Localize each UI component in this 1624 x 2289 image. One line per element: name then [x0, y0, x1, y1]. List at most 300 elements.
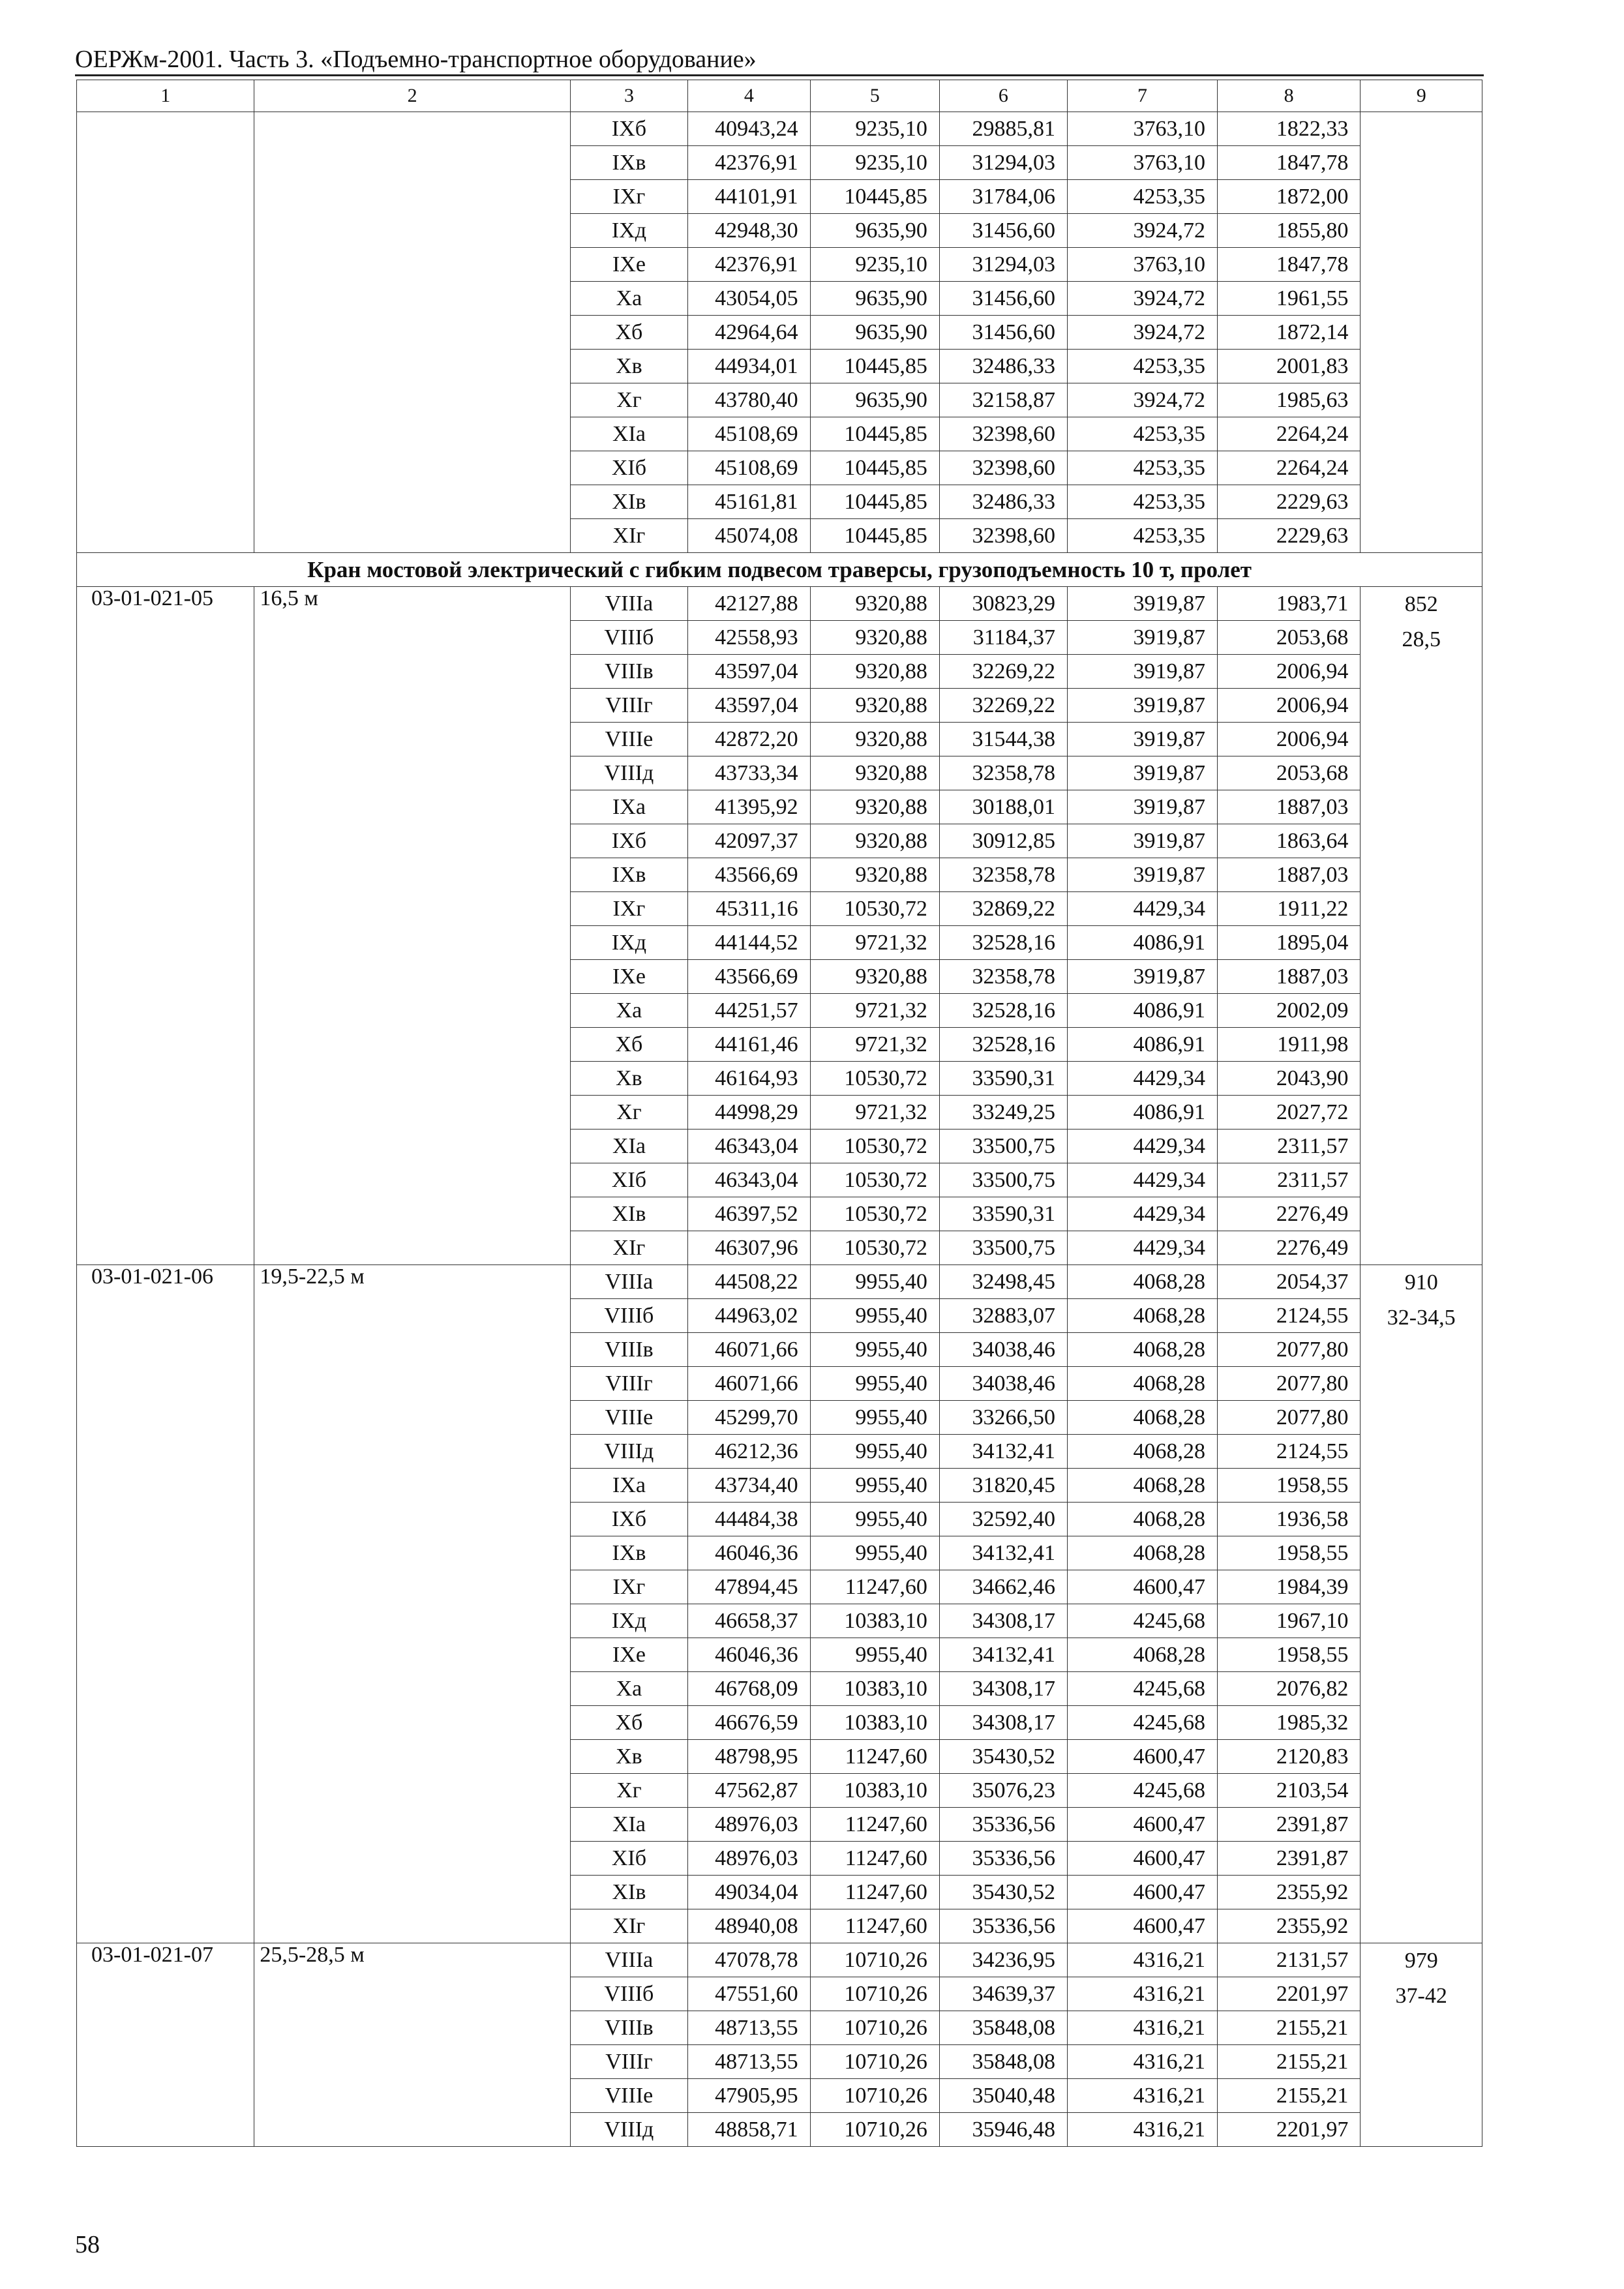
- span-cell: 19,5-22,5 м: [254, 1265, 570, 1943]
- value-cell-c7: 4316,21: [1067, 2011, 1217, 2045]
- value-cell-c7: 4253,35: [1067, 417, 1217, 451]
- value-cell-c5: 11247,60: [810, 1740, 939, 1774]
- value-cell-c8: 2077,80: [1217, 1401, 1360, 1435]
- value-cell-c5: 9320,88: [810, 960, 939, 994]
- value-cell-c8: 1985,32: [1217, 1706, 1360, 1740]
- value-cell-c7: 4600,47: [1067, 1876, 1217, 1909]
- grade-cell: Xа: [570, 282, 687, 316]
- value-cell-c5: 10710,26: [810, 2045, 939, 2079]
- value-cell-c7: 4245,68: [1067, 1672, 1217, 1706]
- grade-cell: Xб: [570, 316, 687, 350]
- value-cell-c4: 46071,66: [688, 1367, 811, 1401]
- value-cell-c8: 1887,03: [1217, 790, 1360, 824]
- value-cell-c6: 35848,08: [939, 2011, 1067, 2045]
- value-cell-c6: 34038,46: [939, 1333, 1067, 1367]
- value-cell-c7: 4068,28: [1067, 1469, 1217, 1503]
- value-cell-c6: 34662,46: [939, 1570, 1067, 1604]
- value-cell-c7: 3924,72: [1067, 214, 1217, 248]
- grade-cell: IXв: [570, 146, 687, 180]
- value-cell-c5: 9955,40: [810, 1333, 939, 1367]
- value-cell-c4: 46046,36: [688, 1536, 811, 1570]
- column-number: 7: [1067, 80, 1217, 112]
- value-cell-c7: 3919,87: [1067, 621, 1217, 655]
- value-cell-c6: 34308,17: [939, 1706, 1067, 1740]
- value-cell-c7: 4429,34: [1067, 892, 1217, 926]
- value-cell-c7: 4068,28: [1067, 1435, 1217, 1469]
- value-cell-c5: 11247,60: [810, 1909, 939, 1943]
- value-cell-c4: 48858,71: [688, 2113, 811, 2147]
- grade-cell: VIIIд: [570, 756, 687, 790]
- value-cell-c8: 1822,33: [1217, 112, 1360, 146]
- value-cell-c8: 2053,68: [1217, 621, 1360, 655]
- value-cell-c7: 4316,21: [1067, 1943, 1217, 1977]
- value-cell-c6: 31820,45: [939, 1469, 1067, 1503]
- value-cell-c4: 43597,04: [688, 655, 811, 689]
- grade-cell: VIIIв: [570, 2011, 687, 2045]
- value-cell-c8: 2076,82: [1217, 1672, 1360, 1706]
- grade-cell: IXд: [570, 926, 687, 960]
- value-cell-c7: 3919,87: [1067, 824, 1217, 858]
- value-cell-c7: 3919,87: [1067, 756, 1217, 790]
- value-cell-c6: 30188,01: [939, 790, 1067, 824]
- column-number: 6: [939, 80, 1067, 112]
- value-cell-c7: 4429,34: [1067, 1062, 1217, 1096]
- value-cell-c8: 2391,87: [1217, 1842, 1360, 1876]
- value-cell-c8: 2355,92: [1217, 1909, 1360, 1943]
- value-cell-c8: 1911,98: [1217, 1028, 1360, 1062]
- value-cell-c4: 43733,34: [688, 756, 811, 790]
- value-cell-c8: 2077,80: [1217, 1333, 1360, 1367]
- value-cell-c8: 2054,37: [1217, 1265, 1360, 1299]
- value-cell-c7: 4253,35: [1067, 451, 1217, 485]
- value-cell-c4: 43054,05: [688, 282, 811, 316]
- value-cell-c4: 46343,04: [688, 1163, 811, 1197]
- value-cell-c6: 31784,06: [939, 180, 1067, 214]
- value-cell-c5: 10530,72: [810, 1231, 939, 1265]
- value-cell-c5: 9320,88: [810, 858, 939, 892]
- value-cell-c8: 1863,64: [1217, 824, 1360, 858]
- value-cell-c5: 9320,88: [810, 756, 939, 790]
- value-cell-c5: 9955,40: [810, 1503, 939, 1536]
- value-cell-c4: 42964,64: [688, 316, 811, 350]
- value-cell-c8: 1958,55: [1217, 1638, 1360, 1672]
- value-cell-c7: 3924,72: [1067, 282, 1217, 316]
- value-cell-c8: 1911,22: [1217, 892, 1360, 926]
- value-cell-c5: 9721,32: [810, 926, 939, 960]
- grade-cell: IXг: [570, 180, 687, 214]
- value-cell-c5: 10383,10: [810, 1672, 939, 1706]
- grade-cell: Xб: [570, 1028, 687, 1062]
- span-cell: [254, 112, 570, 553]
- value-cell-c5: 9235,10: [810, 146, 939, 180]
- value-cell-c6: 33266,50: [939, 1401, 1067, 1435]
- value-cell-c8: 1983,71: [1217, 587, 1360, 621]
- value-cell-c7: 4245,68: [1067, 1706, 1217, 1740]
- grade-cell: IXд: [570, 1604, 687, 1638]
- value-cell-c8: 2229,63: [1217, 519, 1360, 553]
- value-cell-c6: 32158,87: [939, 383, 1067, 417]
- grade-cell: Xа: [570, 994, 687, 1028]
- value-cell-c6: 31184,37: [939, 621, 1067, 655]
- value-cell-c7: 4086,91: [1067, 926, 1217, 960]
- value-cell-c5: 10445,85: [810, 417, 939, 451]
- value-cell-c6: 32358,78: [939, 960, 1067, 994]
- grade-cell: XIв: [570, 1197, 687, 1231]
- grade-cell: VIIIд: [570, 2113, 687, 2147]
- value-cell-c5: 10530,72: [810, 1163, 939, 1197]
- value-cell-c7: 4086,91: [1067, 1028, 1217, 1062]
- column-number: 3: [570, 80, 687, 112]
- value-cell-c6: 29885,81: [939, 112, 1067, 146]
- value-cell-c6: 35336,56: [939, 1808, 1067, 1842]
- value-cell-c8: 2355,92: [1217, 1876, 1360, 1909]
- value-cell-c5: 9955,40: [810, 1299, 939, 1333]
- grade-cell: VIIIв: [570, 655, 687, 689]
- value-cell-c4: 47551,60: [688, 1977, 811, 2011]
- extra-value: 28,5: [1402, 627, 1441, 651]
- value-cell-c4: 43566,69: [688, 858, 811, 892]
- value-cell-c6: 31456,60: [939, 316, 1067, 350]
- grade-cell: VIIIг: [570, 1367, 687, 1401]
- value-cell-c8: 2201,97: [1217, 2113, 1360, 2147]
- value-cell-c8: 2276,49: [1217, 1231, 1360, 1265]
- value-cell-c4: 46164,93: [688, 1062, 811, 1096]
- value-cell-c5: 9635,90: [810, 214, 939, 248]
- value-cell-c7: 4316,21: [1067, 2079, 1217, 2113]
- value-cell-c7: 4068,28: [1067, 1367, 1217, 1401]
- rates-table-body: [77, 80, 1482, 2147]
- value-cell-c7: 4253,35: [1067, 519, 1217, 553]
- value-cell-c4: 44101,91: [688, 180, 811, 214]
- value-cell-c7: 3763,10: [1067, 112, 1217, 146]
- grade-cell: XIа: [570, 1130, 687, 1163]
- grade-cell: VIIIб: [570, 621, 687, 655]
- value-cell-c6: 33500,75: [939, 1130, 1067, 1163]
- value-cell-c6: 32358,78: [939, 756, 1067, 790]
- value-cell-c8: 2264,24: [1217, 451, 1360, 485]
- value-cell-c7: 4253,35: [1067, 485, 1217, 519]
- value-cell-c5: 11247,60: [810, 1808, 939, 1842]
- value-cell-c4: 43566,69: [688, 960, 811, 994]
- value-cell-c8: 1958,55: [1217, 1469, 1360, 1503]
- table-row: [77, 587, 1482, 621]
- table-row: [77, 112, 1482, 146]
- table-row: [77, 1265, 1482, 1299]
- value-cell-c6: 30823,29: [939, 587, 1067, 621]
- value-cell-c6: 35430,52: [939, 1876, 1067, 1909]
- grade-cell: IXе: [570, 248, 687, 282]
- value-cell-c7: 4429,34: [1067, 1163, 1217, 1197]
- value-cell-c4: 46046,36: [688, 1638, 811, 1672]
- value-cell-c6: 32358,78: [939, 858, 1067, 892]
- value-cell-c7: 4253,35: [1067, 180, 1217, 214]
- value-cell-c7: 3919,87: [1067, 655, 1217, 689]
- grade-cell: XIв: [570, 1876, 687, 1909]
- value-cell-c8: 1895,04: [1217, 926, 1360, 960]
- value-cell-c6: 31456,60: [939, 214, 1067, 248]
- value-cell-c7: 3919,87: [1067, 689, 1217, 723]
- value-cell-c7: 3919,87: [1067, 790, 1217, 824]
- value-cell-c8: 2077,80: [1217, 1367, 1360, 1401]
- grade-cell: VIIIе: [570, 723, 687, 756]
- value-cell-c4: 44251,57: [688, 994, 811, 1028]
- value-cell-c4: 43734,40: [688, 1469, 811, 1503]
- grade-cell: XIг: [570, 1231, 687, 1265]
- grade-cell: VIIIе: [570, 1401, 687, 1435]
- value-cell-c8: 2131,57: [1217, 1943, 1360, 1977]
- value-cell-c6: 34639,37: [939, 1977, 1067, 2011]
- value-cell-c7: 3919,87: [1067, 960, 1217, 994]
- value-cell-c4: 40943,24: [688, 112, 811, 146]
- value-cell-c6: 31294,03: [939, 146, 1067, 180]
- value-cell-c8: 2001,83: [1217, 350, 1360, 383]
- value-cell-c8: 2043,90: [1217, 1062, 1360, 1096]
- grade-cell: Xв: [570, 1062, 687, 1096]
- value-cell-c4: 44508,22: [688, 1265, 811, 1299]
- value-cell-c4: 44484,38: [688, 1503, 811, 1536]
- column-number: 5: [810, 80, 939, 112]
- value-cell-c8: 2155,21: [1217, 2045, 1360, 2079]
- value-cell-c7: 4600,47: [1067, 1740, 1217, 1774]
- value-cell-c7: 4600,47: [1067, 1570, 1217, 1604]
- value-cell-c4: 48940,08: [688, 1909, 811, 1943]
- value-cell-c8: 1847,78: [1217, 146, 1360, 180]
- column-number: 4: [688, 80, 811, 112]
- grade-cell: VIIIг: [570, 689, 687, 723]
- grade-cell: IXг: [570, 892, 687, 926]
- value-cell-c5: 11247,60: [810, 1876, 939, 1909]
- value-cell-c8: 2002,09: [1217, 994, 1360, 1028]
- value-cell-c8: 2276,49: [1217, 1197, 1360, 1231]
- value-cell-c8: 1936,58: [1217, 1503, 1360, 1536]
- header-divider: [75, 74, 1484, 76]
- value-cell-c4: 46307,96: [688, 1231, 811, 1265]
- value-cell-c5: 9320,88: [810, 689, 939, 723]
- value-cell-c6: 32269,22: [939, 655, 1067, 689]
- value-cell-c5: 9955,40: [810, 1367, 939, 1401]
- grade-cell: Xг: [570, 1774, 687, 1808]
- value-cell-c5: 9235,10: [810, 112, 939, 146]
- value-cell-c4: 47894,45: [688, 1570, 811, 1604]
- value-cell-c5: 9235,10: [810, 248, 939, 282]
- value-cell-c4: 48713,55: [688, 2011, 811, 2045]
- value-cell-c5: 9320,88: [810, 824, 939, 858]
- value-cell-c6: 32528,16: [939, 926, 1067, 960]
- value-cell-c4: 42558,93: [688, 621, 811, 655]
- value-cell-c4: 48976,03: [688, 1842, 811, 1876]
- value-cell-c8: 2155,21: [1217, 2011, 1360, 2045]
- grade-cell: XIг: [570, 1909, 687, 1943]
- value-cell-c6: 34236,95: [939, 1943, 1067, 1977]
- value-cell-c4: 45108,69: [688, 417, 811, 451]
- value-cell-c7: 4068,28: [1067, 1638, 1217, 1672]
- value-cell-c8: 1985,63: [1217, 383, 1360, 417]
- value-cell-c7: 4068,28: [1067, 1299, 1217, 1333]
- grade-cell: VIIIа: [570, 587, 687, 621]
- value-cell-c5: 10530,72: [810, 1197, 939, 1231]
- extra-cell: [1361, 112, 1482, 553]
- value-cell-c5: 10445,85: [810, 485, 939, 519]
- extra-value: 852: [1404, 592, 1438, 616]
- grade-cell: XIб: [570, 451, 687, 485]
- value-cell-c5: 9955,40: [810, 1469, 939, 1503]
- value-cell-c7: 4600,47: [1067, 1808, 1217, 1842]
- value-cell-c6: 35336,56: [939, 1842, 1067, 1876]
- value-cell-c7: 4600,47: [1067, 1909, 1217, 1943]
- value-cell-c4: 44934,01: [688, 350, 811, 383]
- grade-cell: IXв: [570, 858, 687, 892]
- grade-cell: IXв: [570, 1536, 687, 1570]
- value-cell-c5: 9320,88: [810, 587, 939, 621]
- value-cell-c4: 44998,29: [688, 1096, 811, 1130]
- value-cell-c5: 9635,90: [810, 316, 939, 350]
- value-cell-c5: 10445,85: [810, 519, 939, 553]
- code-cell: [77, 112, 254, 553]
- value-cell-c7: 4600,47: [1067, 1842, 1217, 1876]
- grade-cell: Xг: [570, 1096, 687, 1130]
- value-cell-c5: 9635,90: [810, 383, 939, 417]
- value-cell-c4: 42872,20: [688, 723, 811, 756]
- value-cell-c4: 48798,95: [688, 1740, 811, 1774]
- value-cell-c8: 1887,03: [1217, 960, 1360, 994]
- value-cell-c6: 30912,85: [939, 824, 1067, 858]
- value-cell-c8: 2124,55: [1217, 1435, 1360, 1469]
- value-cell-c8: 1961,55: [1217, 282, 1360, 316]
- value-cell-c6: 32528,16: [939, 1028, 1067, 1062]
- value-cell-c7: 4086,91: [1067, 1096, 1217, 1130]
- span-cell: 16,5 м: [254, 587, 570, 1265]
- value-cell-c5: 9955,40: [810, 1401, 939, 1435]
- value-cell-c8: 2311,57: [1217, 1130, 1360, 1163]
- value-cell-c7: 4245,68: [1067, 1774, 1217, 1808]
- grade-cell: VIIIв: [570, 1333, 687, 1367]
- value-cell-c8: 2120,83: [1217, 1740, 1360, 1774]
- value-cell-c4: 42127,88: [688, 587, 811, 621]
- value-cell-c4: 45161,81: [688, 485, 811, 519]
- code-cell: 03-01-021-05: [77, 587, 254, 1265]
- value-cell-c5: 11247,60: [810, 1842, 939, 1876]
- value-cell-c8: 2155,21: [1217, 2079, 1360, 2113]
- value-cell-c4: 45074,08: [688, 519, 811, 553]
- value-cell-c8: 2006,94: [1217, 723, 1360, 756]
- value-cell-c5: 9721,32: [810, 994, 939, 1028]
- value-cell-c5: 10710,26: [810, 2011, 939, 2045]
- extra-value: 32-34,5: [1387, 1306, 1456, 1330]
- value-cell-c5: 10710,26: [810, 1943, 939, 1977]
- value-cell-c5: 9635,90: [810, 282, 939, 316]
- value-cell-c8: 1958,55: [1217, 1536, 1360, 1570]
- value-cell-c6: 31294,03: [939, 248, 1067, 282]
- value-cell-c4: 41395,92: [688, 790, 811, 824]
- grade-cell: VIIIб: [570, 1977, 687, 2011]
- column-number: 8: [1217, 80, 1360, 112]
- extra-value: 979: [1404, 1949, 1438, 1973]
- value-cell-c7: 4429,34: [1067, 1197, 1217, 1231]
- value-cell-c7: 4245,68: [1067, 1604, 1217, 1638]
- value-cell-c5: 9320,88: [810, 790, 939, 824]
- value-cell-c8: 1855,80: [1217, 214, 1360, 248]
- value-cell-c7: 3919,87: [1067, 723, 1217, 756]
- grade-cell: IXг: [570, 1570, 687, 1604]
- value-cell-c6: 32498,45: [939, 1265, 1067, 1299]
- value-cell-c5: 9955,40: [810, 1265, 939, 1299]
- value-cell-c8: 2391,87: [1217, 1808, 1360, 1842]
- extra-cell: [1361, 1943, 1482, 2147]
- grade-cell: Xб: [570, 1706, 687, 1740]
- value-cell-c4: 49034,04: [688, 1876, 811, 1909]
- grade-cell: XIа: [570, 417, 687, 451]
- value-cell-c5: 10445,85: [810, 350, 939, 383]
- value-cell-c8: 2006,94: [1217, 689, 1360, 723]
- table-row: [77, 1943, 1482, 1977]
- value-cell-c7: 4316,21: [1067, 1977, 1217, 2011]
- value-cell-c5: 10530,72: [810, 1062, 939, 1096]
- grade-cell: VIIIд: [570, 1435, 687, 1469]
- value-cell-c7: 4316,21: [1067, 2113, 1217, 2147]
- grade-cell: IXд: [570, 214, 687, 248]
- value-cell-c7: 3924,72: [1067, 383, 1217, 417]
- value-cell-c6: 33249,25: [939, 1096, 1067, 1130]
- grade-cell: IXа: [570, 790, 687, 824]
- value-cell-c5: 11247,60: [810, 1570, 939, 1604]
- value-cell-c6: 35336,56: [939, 1909, 1067, 1943]
- value-cell-c6: 32486,33: [939, 350, 1067, 383]
- value-cell-c8: 1984,39: [1217, 1570, 1360, 1604]
- value-cell-c8: 1847,78: [1217, 248, 1360, 282]
- column-number: 2: [254, 80, 570, 112]
- value-cell-c4: 48713,55: [688, 2045, 811, 2079]
- grade-cell: IXе: [570, 960, 687, 994]
- section-title-row: [77, 553, 1482, 587]
- value-cell-c5: 10445,85: [810, 451, 939, 485]
- grade-cell: Xв: [570, 350, 687, 383]
- value-cell-c6: 33500,75: [939, 1163, 1067, 1197]
- value-cell-c6: 32398,60: [939, 417, 1067, 451]
- value-cell-c5: 10383,10: [810, 1706, 939, 1740]
- value-cell-c6: 35040,48: [939, 2079, 1067, 2113]
- code-cell: 03-01-021-06: [77, 1265, 254, 1943]
- extra-cell: [1361, 1265, 1482, 1943]
- grade-cell: Xв: [570, 1740, 687, 1774]
- grade-cell: XIб: [570, 1163, 687, 1197]
- section-title: Кран мостовой электрический с гибким подвесом траверсы, грузоподъемность 10 т, пролет: [77, 553, 1482, 587]
- value-cell-c5: 9955,40: [810, 1536, 939, 1570]
- extra-cell: [1361, 587, 1482, 1265]
- value-cell-c7: 4253,35: [1067, 350, 1217, 383]
- grade-cell: Xг: [570, 383, 687, 417]
- value-cell-c8: 2264,24: [1217, 417, 1360, 451]
- value-cell-c4: 42376,91: [688, 248, 811, 282]
- grade-cell: VIIIб: [570, 1299, 687, 1333]
- value-cell-c4: 44144,52: [688, 926, 811, 960]
- value-cell-c5: 10445,85: [810, 180, 939, 214]
- value-cell-c8: 1872,00: [1217, 180, 1360, 214]
- value-cell-c4: 44161,46: [688, 1028, 811, 1062]
- value-cell-c7: 4429,34: [1067, 1130, 1217, 1163]
- value-cell-c4: 46676,59: [688, 1706, 811, 1740]
- value-cell-c5: 9955,40: [810, 1435, 939, 1469]
- value-cell-c6: 34308,17: [939, 1672, 1067, 1706]
- value-cell-c6: 31456,60: [939, 282, 1067, 316]
- value-cell-c8: 2201,97: [1217, 1977, 1360, 2011]
- value-cell-c8: 2103,54: [1217, 1774, 1360, 1808]
- grade-cell: Xа: [570, 1672, 687, 1706]
- extra-value: 910: [1404, 1270, 1438, 1294]
- value-cell-c7: 3763,10: [1067, 146, 1217, 180]
- grade-cell: IXб: [570, 1503, 687, 1536]
- value-cell-c4: 42376,91: [688, 146, 811, 180]
- value-cell-c5: 10383,10: [810, 1604, 939, 1638]
